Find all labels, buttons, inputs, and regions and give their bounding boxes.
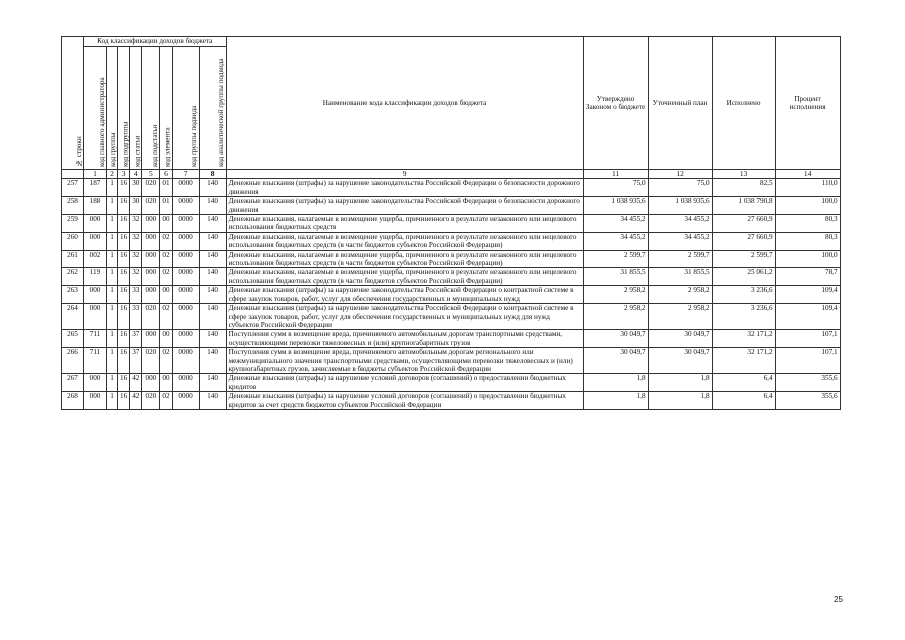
col-num: 6 xyxy=(160,170,172,179)
code-subtype-group: 0000 xyxy=(172,215,199,233)
code-element: 02 xyxy=(160,348,172,374)
row-number: 262 xyxy=(62,268,84,286)
percent-value: 80,3 xyxy=(775,232,840,250)
table-row xyxy=(62,268,841,286)
executed-value: 27 660,9 xyxy=(712,232,775,250)
code-admin: 000 xyxy=(84,304,107,330)
header-code-subtype-group: код группы подвида xyxy=(172,47,199,170)
code-subarticle: 000 xyxy=(142,232,160,250)
code-subtype-group: 0000 xyxy=(172,392,199,410)
percent-value: 78,7 xyxy=(775,268,840,286)
col-num: 13 xyxy=(712,170,775,179)
code-analytic-group: 140 xyxy=(199,392,226,410)
code-element: 00 xyxy=(160,215,172,233)
code-subtype-group: 0000 xyxy=(172,348,199,374)
code-subgroup: 16 xyxy=(118,348,130,374)
percent-value: 100,0 xyxy=(775,197,840,215)
executed-value: 3 236,6 xyxy=(712,286,775,304)
row-number: 257 xyxy=(62,179,84,197)
row-number: 267 xyxy=(62,374,84,392)
code-analytic-group: 140 xyxy=(199,304,226,330)
approved-value: 2 958,2 xyxy=(583,286,648,304)
code-subtype-group: 0000 xyxy=(172,268,199,286)
code-analytic-group: 140 xyxy=(199,268,226,286)
income-name: Денежные взыскания, налагаемые в возмещение ущерба, причиненного в результате незаконного или нецелевого использования бюджетных средств (в части бюджетов субъектов Российской Федерации) xyxy=(226,232,583,250)
column-numbering-row xyxy=(62,170,841,179)
code-admin: 119 xyxy=(84,268,107,286)
revised-value: 1,8 xyxy=(648,374,712,392)
code-subarticle: 000 xyxy=(142,215,160,233)
income-name: Поступления сумм в возмещение вреда, причиняемого автомобильным дорогам регионального или межмуниципального значения транспортными средствами, осуществляющими перевозки тяжеловесных и (или) крупногабаритных грузов, зачисляемые в бюджеты субъектов Российской Федерации xyxy=(226,348,583,374)
income-name: Денежные взыскания (штрафы) за нарушение условий договоров (соглашений) о предоставлении бюджетных кредитов за счет средств бюджетов субъектов Российской Федерации xyxy=(226,392,583,410)
executed-value: 6,4 xyxy=(712,374,775,392)
income-name: Денежные взыскания (штрафы) за нарушение законодательства Российской Федерации о контрактной системе в сфере закупок товаров, работ, услуг для обеспечения государственных и муниципальных нужд xyxy=(226,286,583,304)
code-analytic-group: 140 xyxy=(199,232,226,250)
code-subgroup: 16 xyxy=(118,304,130,330)
code-group: 1 xyxy=(107,197,118,215)
approved-value: 30 049,7 xyxy=(583,330,648,348)
percent-value: 355,6 xyxy=(775,374,840,392)
code-subgroup: 16 xyxy=(118,197,130,215)
percent-value: 110,0 xyxy=(775,179,840,197)
col-num xyxy=(62,170,84,179)
code-subgroup: 16 xyxy=(118,232,130,250)
col-num: 8 xyxy=(199,170,226,179)
executed-value: 2 599,7 xyxy=(712,250,775,268)
header-code-analytic-group: код аналитической группы подвида xyxy=(199,47,226,170)
code-group: 1 xyxy=(107,250,118,268)
code-group: 1 xyxy=(107,268,118,286)
approved-value: 34 455,2 xyxy=(583,215,648,233)
table-row xyxy=(62,286,841,304)
code-admin: 000 xyxy=(84,232,107,250)
table-row xyxy=(62,250,841,268)
revised-value: 1,8 xyxy=(648,392,712,410)
code-subtype-group: 0000 xyxy=(172,374,199,392)
row-number: 260 xyxy=(62,232,84,250)
approved-value: 1 038 935,6 xyxy=(583,197,648,215)
code-group: 1 xyxy=(107,179,118,197)
code-analytic-group: 140 xyxy=(199,330,226,348)
row-number: 259 xyxy=(62,215,84,233)
header-code-article: код статьи xyxy=(130,47,142,170)
executed-value: 1 038 790,8 xyxy=(712,197,775,215)
code-subgroup: 16 xyxy=(118,179,130,197)
code-subtype-group: 0000 xyxy=(172,179,199,197)
code-group: 1 xyxy=(107,304,118,330)
code-subarticle: 000 xyxy=(142,286,160,304)
percent-value: 107,1 xyxy=(775,330,840,348)
code-element: 02 xyxy=(160,268,172,286)
code-analytic-group: 140 xyxy=(199,286,226,304)
code-subgroup: 16 xyxy=(118,330,130,348)
table-row xyxy=(62,304,841,330)
table-row xyxy=(62,348,841,374)
page-number: 25 xyxy=(834,595,843,604)
revised-value: 34 455,2 xyxy=(648,215,712,233)
income-name: Денежные взыскания (штрафы) за нарушение законодательства Российской Федерации о контрактной системе в сфере закупок товаров, работ, услуг для обеспечения государственных и муниципальных нужд для нужд субъектов Российской Федерации xyxy=(226,304,583,330)
code-article: 32 xyxy=(130,268,142,286)
header-approved: Утверждено Законом о бюджете xyxy=(583,37,648,170)
code-group: 1 xyxy=(107,215,118,233)
code-subgroup: 16 xyxy=(118,286,130,304)
revised-value: 2 958,2 xyxy=(648,304,712,330)
code-subarticle: 000 xyxy=(142,330,160,348)
executed-value: 6,4 xyxy=(712,392,775,410)
code-group: 1 xyxy=(107,232,118,250)
income-name: Денежные взыскания (штрафы) за нарушение условий договоров (соглашений) о предоставлении бюджетных кредитов xyxy=(226,374,583,392)
code-admin: 000 xyxy=(84,392,107,410)
revised-value: 34 455,2 xyxy=(648,232,712,250)
revised-value: 2 599,7 xyxy=(648,250,712,268)
income-name: Денежные взыскания, налагаемые в возмещение ущерба, причиненного в результате незаконного или нецелевого использования бюджетных средств (в части бюджетов субъектов Российской Федерации) xyxy=(226,268,583,286)
table-row xyxy=(62,215,841,233)
code-article: 37 xyxy=(130,348,142,374)
executed-value: 32 171,2 xyxy=(712,348,775,374)
code-article: 30 xyxy=(130,179,142,197)
code-subarticle: 020 xyxy=(142,197,160,215)
code-admin: 000 xyxy=(84,215,107,233)
revised-value: 31 855,5 xyxy=(648,268,712,286)
table-row xyxy=(62,197,841,215)
approved-value: 31 855,5 xyxy=(583,268,648,286)
percent-value: 109,4 xyxy=(775,304,840,330)
code-group: 1 xyxy=(107,374,118,392)
approved-value: 75,0 xyxy=(583,179,648,197)
revised-value: 2 958,2 xyxy=(648,286,712,304)
code-analytic-group: 140 xyxy=(199,374,226,392)
code-subgroup: 16 xyxy=(118,268,130,286)
code-subtype-group: 0000 xyxy=(172,250,199,268)
row-number: 268 xyxy=(62,392,84,410)
code-article: 33 xyxy=(130,286,142,304)
income-name: Денежные взыскания (штрафы) за нарушение законодательства Российской Федерации о безопасности дорожного движения xyxy=(226,179,583,197)
percent-value: 107,1 xyxy=(775,348,840,374)
budget-income-table xyxy=(61,36,841,410)
percent-value: 80,3 xyxy=(775,215,840,233)
code-article: 32 xyxy=(130,232,142,250)
code-subgroup: 16 xyxy=(118,374,130,392)
approved-value: 1,8 xyxy=(583,374,648,392)
code-element: 02 xyxy=(160,250,172,268)
code-subtype-group: 0000 xyxy=(172,330,199,348)
col-num: 7 xyxy=(172,170,199,179)
code-admin: 000 xyxy=(84,286,107,304)
code-article: 33 xyxy=(130,304,142,330)
code-article: 42 xyxy=(130,392,142,410)
code-admin: 187 xyxy=(84,179,107,197)
percent-value: 100,0 xyxy=(775,250,840,268)
code-analytic-group: 140 xyxy=(199,197,226,215)
income-name: Денежные взыскания, налагаемые в возмещение ущерба, причиненного в результате незаконного или нецелевого использования бюджетных средств xyxy=(226,215,583,233)
executed-value: 32 171,2 xyxy=(712,330,775,348)
header-revised: Уточненный план xyxy=(648,37,712,170)
code-subtype-group: 0000 xyxy=(172,197,199,215)
code-article: 30 xyxy=(130,197,142,215)
code-analytic-group: 140 xyxy=(199,179,226,197)
executed-value: 3 236,6 xyxy=(712,304,775,330)
row-number: 263 xyxy=(62,286,84,304)
col-num: 14 xyxy=(775,170,840,179)
row-number: 264 xyxy=(62,304,84,330)
header-row-number: № строки xyxy=(62,37,84,170)
code-subarticle: 000 xyxy=(142,250,160,268)
row-number: 261 xyxy=(62,250,84,268)
revised-value: 30 049,7 xyxy=(648,330,712,348)
approved-value: 30 049,7 xyxy=(583,348,648,374)
col-num: 4 xyxy=(130,170,142,179)
table-row xyxy=(62,330,841,348)
code-article: 32 xyxy=(130,215,142,233)
percent-value: 109,4 xyxy=(775,286,840,304)
code-element: 00 xyxy=(160,330,172,348)
code-admin: 002 xyxy=(84,250,107,268)
code-element: 02 xyxy=(160,392,172,410)
col-num: 5 xyxy=(142,170,160,179)
table-row xyxy=(62,232,841,250)
code-subarticle: 000 xyxy=(142,374,160,392)
code-subarticle: 020 xyxy=(142,348,160,374)
code-element: 01 xyxy=(160,197,172,215)
revised-value: 75,0 xyxy=(648,179,712,197)
row-number: 265 xyxy=(62,330,84,348)
code-subgroup: 16 xyxy=(118,215,130,233)
code-admin: 711 xyxy=(84,348,107,374)
income-name: Денежные взыскания (штрафы) за нарушение законодательства Российской Федерации о безопасности дорожного движения xyxy=(226,197,583,215)
header-percent: Процент исполнения xyxy=(775,37,840,170)
table-row xyxy=(62,374,841,392)
code-subarticle: 020 xyxy=(142,392,160,410)
code-subtype-group: 0000 xyxy=(172,286,199,304)
code-admin: 188 xyxy=(84,197,107,215)
code-subarticle: 020 xyxy=(142,304,160,330)
code-subarticle: 020 xyxy=(142,179,160,197)
code-subtype-group: 0000 xyxy=(172,232,199,250)
income-name: Денежные взыскания, налагаемые в возмещение ущерба, причиненного в результате незаконного или нецелевого использования бюджетных средств (в части бюджетов субъектов Российской Федерации) xyxy=(226,250,583,268)
col-num: 3 xyxy=(118,170,130,179)
code-group: 1 xyxy=(107,348,118,374)
code-element: 01 xyxy=(160,179,172,197)
percent-value: 355,6 xyxy=(775,392,840,410)
header-code-admin: код главного администратора xyxy=(84,47,107,170)
income-name: Поступления сумм в возмещение вреда, причиняемого автомобильным дорогам транспортными средствами, осуществляющими перевозки тяжеловесных и (или) крупногабаритных грузов xyxy=(226,330,583,348)
executed-value: 25 061,2 xyxy=(712,268,775,286)
revised-value: 30 049,7 xyxy=(648,348,712,374)
col-num: 12 xyxy=(648,170,712,179)
code-group: 1 xyxy=(107,330,118,348)
code-article: 42 xyxy=(130,374,142,392)
code-admin: 000 xyxy=(84,374,107,392)
code-element: 00 xyxy=(160,374,172,392)
col-num: 9 xyxy=(226,170,583,179)
header-code-subgroup: код подгруппы xyxy=(118,47,130,170)
col-num: 11 xyxy=(583,170,648,179)
col-num: 1 xyxy=(84,170,107,179)
row-number: 266 xyxy=(62,348,84,374)
code-element: 00 xyxy=(160,286,172,304)
code-analytic-group: 140 xyxy=(199,348,226,374)
table-row xyxy=(62,179,841,197)
code-analytic-group: 140 xyxy=(199,215,226,233)
header-name: Наименование кода классификации доходов бюджета xyxy=(226,37,583,170)
code-subgroup: 16 xyxy=(118,392,130,410)
code-element: 02 xyxy=(160,304,172,330)
col-num: 2 xyxy=(107,170,118,179)
code-group: 1 xyxy=(107,286,118,304)
code-subtype-group: 0000 xyxy=(172,304,199,330)
header-code-group: Код классификации доходов бюджета xyxy=(84,37,227,47)
approved-value: 34 455,2 xyxy=(583,232,648,250)
code-subarticle: 000 xyxy=(142,268,160,286)
code-analytic-group: 140 xyxy=(199,250,226,268)
header-code-subarticle: код подстатьи xyxy=(142,47,160,170)
code-element: 02 xyxy=(160,232,172,250)
header-code-element: код элемента xyxy=(160,47,172,170)
approved-value: 2 958,2 xyxy=(583,304,648,330)
approved-value: 1,8 xyxy=(583,392,648,410)
code-group: 1 xyxy=(107,392,118,410)
code-article: 37 xyxy=(130,330,142,348)
executed-value: 27 660,9 xyxy=(712,215,775,233)
code-article: 32 xyxy=(130,250,142,268)
revised-value: 1 038 935,6 xyxy=(648,197,712,215)
executed-value: 82,5 xyxy=(712,179,775,197)
row-number: 258 xyxy=(62,197,84,215)
code-subgroup: 16 xyxy=(118,250,130,268)
table-row xyxy=(62,392,841,410)
code-admin: 711 xyxy=(84,330,107,348)
header-executed: Исполнено xyxy=(712,37,775,170)
header-code-group-col: код группы xyxy=(107,47,118,170)
approved-value: 2 599,7 xyxy=(583,250,648,268)
